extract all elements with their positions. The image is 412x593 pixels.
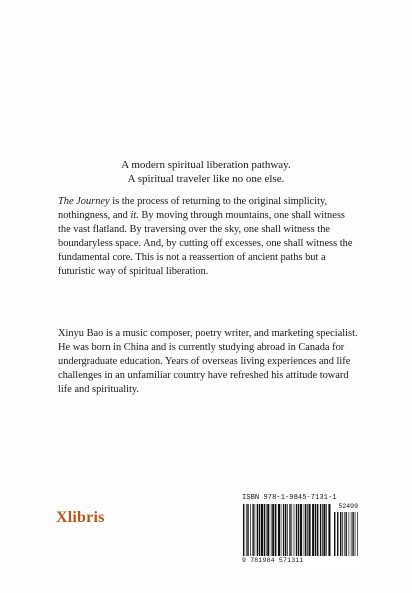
barcode-bar bbox=[294, 504, 295, 556]
author-bio: Xinyu Bao is a music composer, poetry writer, and marketing specialist. He was born in China and is currently studying abroad in Canada for undergraduate education. Years of overseas living experiences and life challenges in an unfamiliar country have refreshed his attitude toward life and spirituality. bbox=[58, 328, 358, 396]
barcode-addon-bar bbox=[355, 512, 356, 556]
barcode-bar bbox=[307, 504, 308, 556]
barcode-bar bbox=[250, 504, 251, 556]
barcode-bar bbox=[275, 504, 276, 556]
barcode-bar bbox=[304, 504, 305, 556]
barcode-bar bbox=[320, 504, 321, 556]
barcode-bar bbox=[326, 504, 327, 556]
barcode-bar bbox=[281, 504, 282, 556]
description-text-1: is the process of returning to the original simplicity, nothingness, and bbox=[58, 196, 328, 222]
book-description bbox=[58, 195, 358, 280]
barcode-bar bbox=[261, 504, 263, 556]
barcode-bar bbox=[246, 504, 247, 556]
barcode-addon-bar bbox=[352, 512, 353, 556]
barcode-bar bbox=[257, 504, 258, 556]
barcode-bar bbox=[271, 504, 272, 556]
barcode-bar bbox=[259, 504, 260, 556]
isbn-barcode bbox=[242, 494, 360, 568]
tagline-line-2: A spiritual traveler like no one else. bbox=[127, 173, 285, 185]
barcode-bar bbox=[255, 504, 256, 556]
barcode-bar bbox=[305, 504, 306, 556]
barcode-addon-bar bbox=[342, 512, 343, 556]
barcode-bar bbox=[278, 504, 280, 556]
barcode-bar bbox=[291, 504, 292, 556]
barcode-bar bbox=[285, 504, 286, 556]
publisher-logo: Xlibris bbox=[56, 509, 105, 526]
isbn-label: ISBN 978-1-9845-7131-1 bbox=[242, 494, 337, 502]
description-it: it bbox=[130, 210, 137, 222]
barcode-bar bbox=[267, 504, 269, 556]
description-text-2: . By moving through mountains, one shall witness the vast flatland. By traversing over the sky, one shall witness the boundaryless space. And, by cutting off excesses, one shall witness the fundamental core. This is not a reassertion of ancient paths but a futuristic way of spiritual liberation. bbox=[58, 210, 353, 278]
barcode-bar bbox=[264, 504, 265, 556]
barcode-addon-digits: 52499 bbox=[338, 503, 358, 510]
barcode-addon-bar bbox=[351, 512, 352, 556]
barcode-ean-digits: 9 781984 571311 bbox=[242, 557, 304, 564]
barcode-addon-bar bbox=[346, 512, 347, 556]
barcode-addon-bar bbox=[334, 512, 335, 556]
barcode-bar bbox=[266, 504, 267, 556]
barcode-bar bbox=[298, 504, 299, 556]
barcode-bar bbox=[300, 504, 302, 556]
book-title: The Journey bbox=[58, 196, 110, 207]
barcode-bar bbox=[287, 504, 288, 556]
barcode-bar bbox=[243, 504, 244, 556]
barcode-bar bbox=[323, 504, 325, 556]
barcode-addon-bar bbox=[340, 512, 341, 556]
barcode-bar bbox=[315, 504, 316, 556]
barcode-bar bbox=[252, 504, 253, 556]
barcode-bar bbox=[309, 504, 311, 556]
barcode-bar bbox=[312, 504, 314, 556]
barcode-bar bbox=[328, 504, 330, 556]
tagline-line-1: A modern spiritual liberation pathway. bbox=[121, 159, 291, 171]
barcode-addon-bar bbox=[344, 512, 345, 556]
barcode-bar bbox=[296, 504, 297, 556]
barcode-addon-bar bbox=[337, 512, 338, 556]
barcode-bar bbox=[247, 504, 248, 556]
barcode-bar bbox=[322, 504, 323, 556]
barcode-bar bbox=[283, 504, 284, 556]
barcode-bar bbox=[272, 504, 274, 556]
barcode-addon-bar bbox=[357, 512, 358, 556]
barcode-bars bbox=[242, 504, 360, 558]
barcode-addon-bar bbox=[349, 512, 350, 556]
barcode-bar bbox=[289, 504, 290, 556]
barcode-bar bbox=[317, 504, 318, 556]
